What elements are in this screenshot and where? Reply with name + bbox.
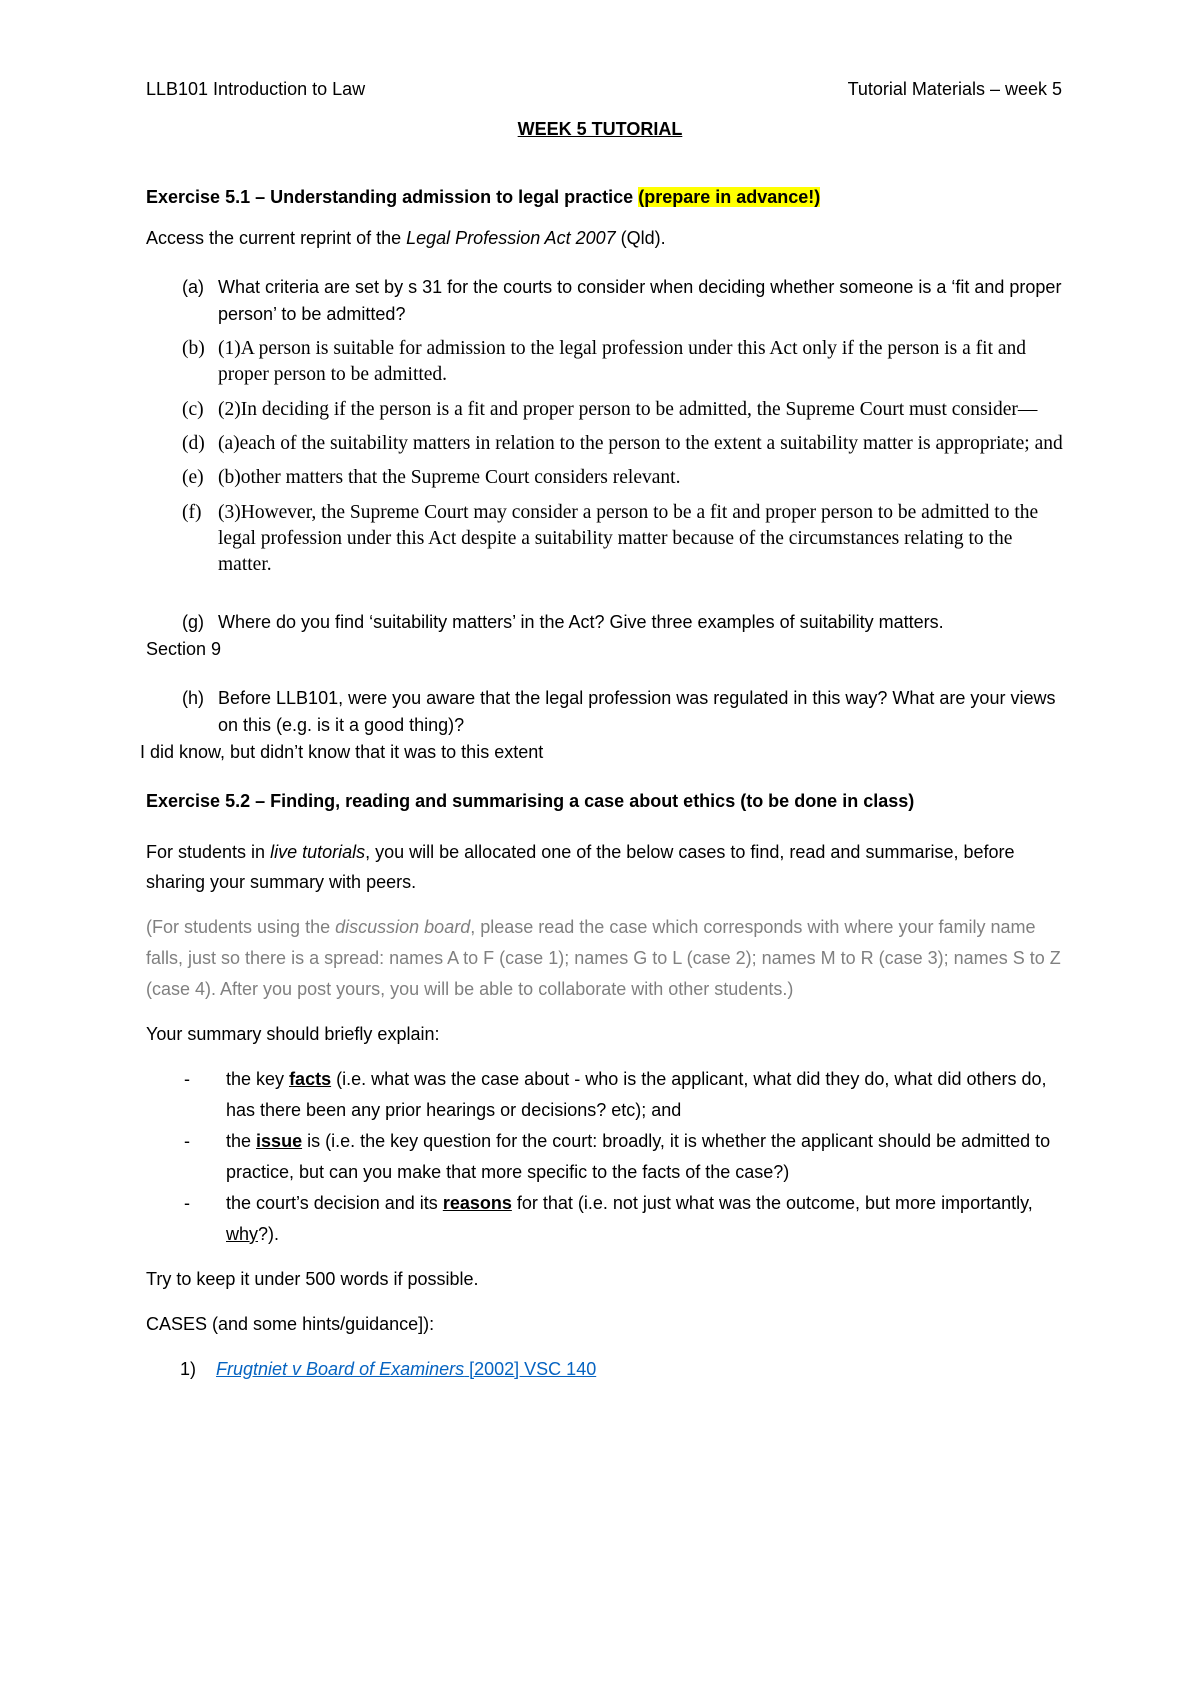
dash-marker: - (184, 1193, 190, 1214)
discussion-board-emphasis: discussion board (335, 917, 471, 938)
live-tutorial-instructions (146, 837, 1066, 899)
item-label: (h) (182, 687, 204, 708)
item-text: (a)each of the suitability matters in relation to the person to the extent a suitability matter is appropriate; and (218, 432, 1063, 454)
case-text (216, 1354, 1066, 1385)
bullet-post: for that (i.e. not just what was the outcome, but more importantly, (511, 1193, 1033, 1214)
case-number: 1) (180, 1358, 197, 1379)
keyword-why: why (226, 1223, 259, 1244)
bullet-reasons (146, 1188, 1066, 1250)
item-label: (a) (182, 277, 204, 297)
item-text: What criteria are set by s 31 for the courts to consider when deciding whether someone is a ‘fit and proper person’ to be admitted? (218, 277, 1062, 324)
bullet-post: is (i.e. the key question for the court: broadly, it is whether the applicant should be admitted to practice, but can you make that more specific to the facts of the case?) (226, 1131, 1051, 1183)
live-text-rest: , you will be allocated one of the below cases to find, read and summarise, before sharing your summary with peers. (146, 841, 1015, 893)
live-text: For students in (146, 841, 266, 862)
bullet-pre: the key (226, 1069, 285, 1090)
discussion-text-rest: , please read the case which corresponds with where your family name falls, just so there is a spread: names A to F (case 1); names G to L (case 2); names M to R (case 3); names S to Z (case 4). After you post yours, you will be able to collaborate with other students.) (146, 917, 1061, 1000)
answer-b (146, 336, 1066, 389)
bullet-facts (146, 1064, 1066, 1126)
item-text: Where do you find ‘suitability matters’ in the Act? Give three examples of suitability matters. (218, 611, 944, 632)
answer-e (146, 465, 1066, 491)
summary-intro: Your summary should briefly explain: (146, 1024, 440, 1045)
keyword-issue: issue (256, 1131, 303, 1152)
question-h (146, 685, 1066, 739)
case-1-title[interactable]: Frugtniet v Board of Examiners (216, 1358, 465, 1379)
item-text: (1)A person is suitable for admission to the legal profession under this Act only if the person is a fit and proper person to be admitted. (218, 338, 1027, 386)
dash-marker: - (184, 1069, 190, 1090)
answer-h: I did know, but didn’t know that it was to this extent (140, 741, 544, 762)
item-text: (3)However, the Supreme Court may consider a person to be a fit and proper person to be admitted to the legal profession under this Act despite a suitability matter because of the circumstances relating to the matter. (218, 501, 1039, 576)
item-label: (e) (182, 467, 204, 489)
exercise-1-heading-text: Exercise 5.1 – Understanding admission to legal practice (146, 187, 634, 207)
cases-heading: CASES (and some hints/guidance]): (146, 1313, 435, 1334)
case-1 (146, 1354, 1066, 1385)
question-g (146, 609, 1066, 636)
live-tutorials-emphasis: live tutorials (270, 841, 366, 862)
answer-d (146, 431, 1066, 457)
access-text: Access the current reprint of the (146, 228, 402, 248)
case-1-link[interactable] (216, 1359, 596, 1379)
bullet-end: ?). (258, 1223, 280, 1244)
question-a (146, 274, 1066, 328)
act-name: Legal Profession Act 2007 (406, 228, 616, 248)
header-materials: Tutorial Materials – week 5 (847, 79, 1062, 99)
answer-g: Section 9 (146, 638, 222, 659)
exercise-2-heading: Exercise 5.2 – Finding, reading and summarising a case about ethics (to be done in class) (146, 790, 915, 811)
discussion-text: (For students using the (146, 917, 331, 938)
item-text: (b)other matters that the Supreme Court considers relevant. (218, 467, 681, 489)
case-1-citation[interactable]: [2002] VSC 140 (469, 1358, 597, 1379)
item-label: (c) (182, 398, 204, 420)
bullet-text (226, 1064, 1066, 1126)
bullet-text (226, 1188, 1066, 1250)
highlight-prepare: (prepare in advance!) (638, 187, 821, 207)
bullet-issue (146, 1126, 1066, 1188)
page-title: WEEK 5 TUTORIAL (517, 119, 683, 139)
exercise-1-heading (146, 184, 1066, 211)
dash-marker: - (184, 1131, 190, 1152)
header-course: LLB101 Introduction to Law (146, 79, 366, 99)
bullet-pre: the (226, 1131, 252, 1152)
item-text: (2)In deciding if the person is a fit and proper person to be admitted, the Supreme Court must consider— (218, 398, 1038, 420)
answer-f (146, 500, 1066, 579)
answer-c (146, 397, 1066, 423)
bullet-text (226, 1126, 1066, 1188)
item-label: (b) (182, 338, 205, 359)
keyword-facts: facts (289, 1069, 332, 1090)
document-body (140, 184, 1066, 1385)
word-limit: Try to keep it under 500 words if possible. (146, 1268, 479, 1289)
item-label: (d) (182, 432, 205, 454)
item-label: (g) (182, 611, 204, 632)
item-text: Before LLB101, were you aware that the legal profession was regulated in this way? What are your views on this (e.g. is it a good thing)? (218, 687, 1056, 735)
bullet-post: (i.e. what was the case about - who is the applicant, what did they do, what did others do, has there been any prior hearings or decisions? etc); and (226, 1069, 1047, 1121)
access-instruction (146, 225, 1066, 252)
discussion-board-instructions (146, 912, 1066, 1005)
item-label: (f) (182, 501, 202, 523)
bullet-pre: the court’s decision and its (226, 1193, 438, 1214)
access-jurisdiction: (Qld). (620, 228, 666, 248)
keyword-reasons: reasons (442, 1193, 512, 1214)
